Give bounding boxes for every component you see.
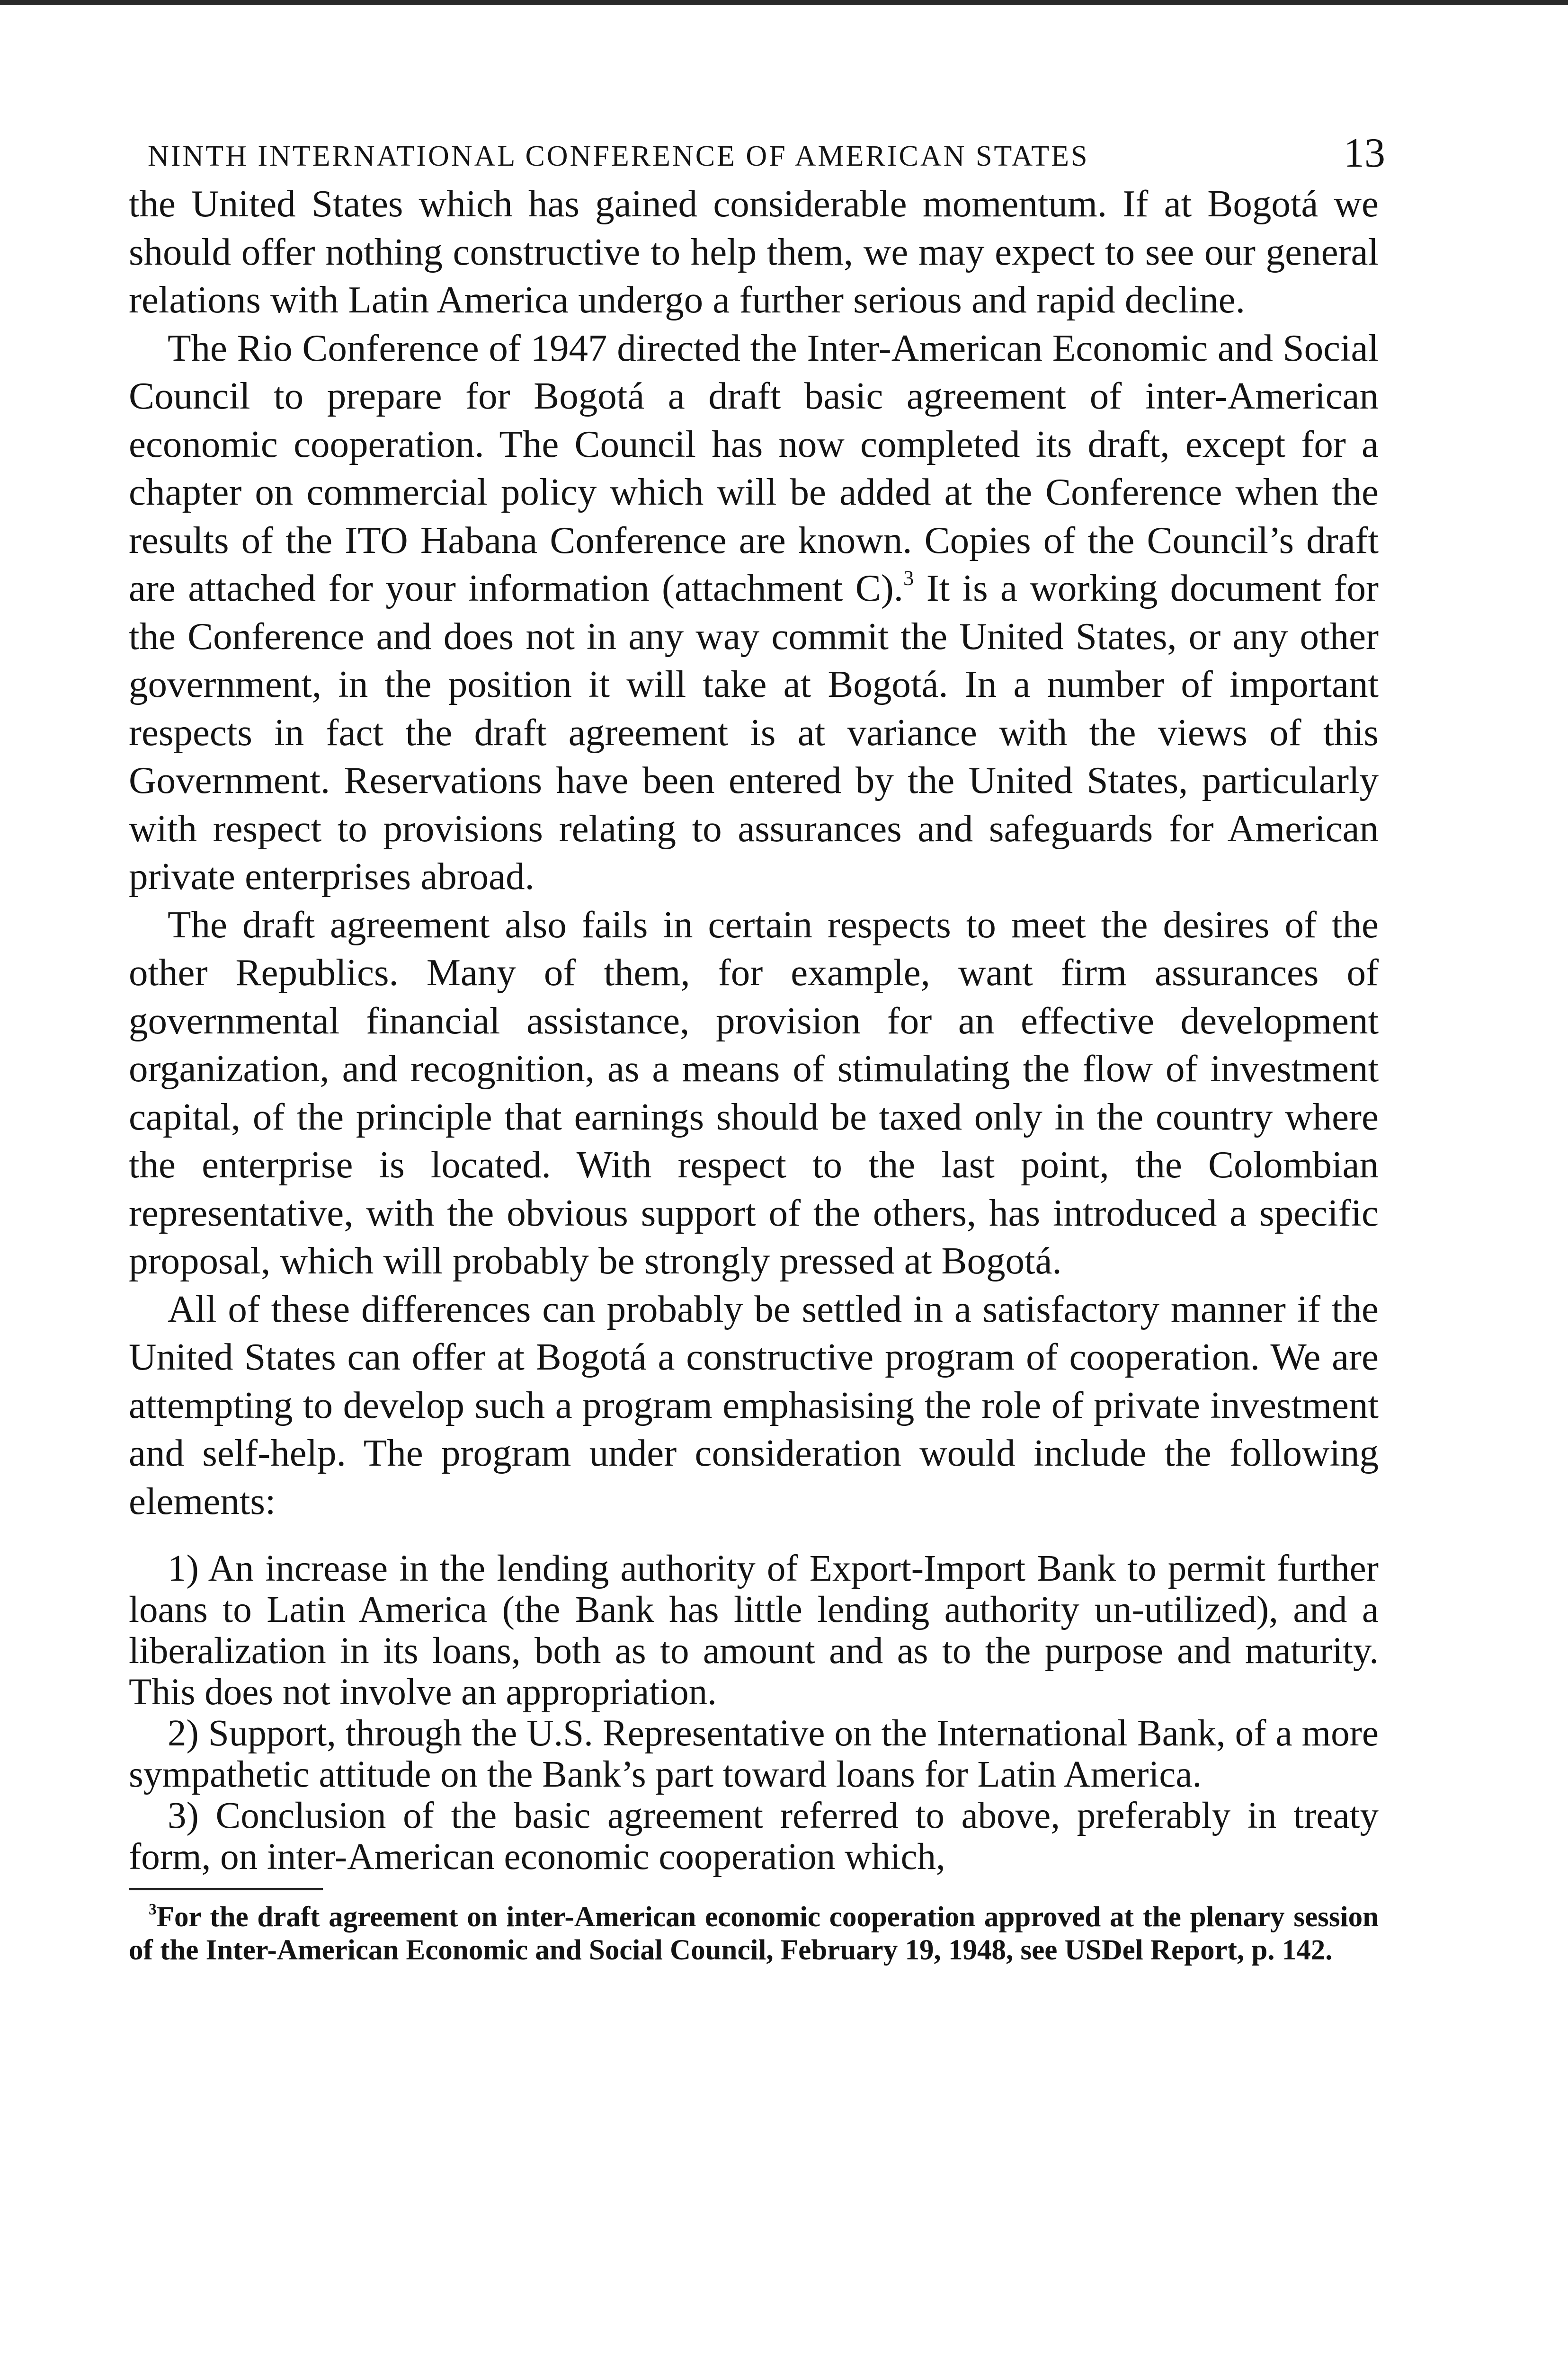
book-page bbox=[129, 130, 1385, 1967]
footnote-reference: 3 bbox=[903, 566, 914, 590]
paragraph-3: The draft agreement also fails in certain respects to meet the desires of the other Republics. Many of them, for example, want firm assurances of governmental financial assistance, provision for an effective development organization, and recognition, as a means of stimulating the flow of investment capital, of the principle that earnings should be taxed only in the country where the enterprise is located. With respect to the last point, the Colombian representative, with the obvious support of the others, has introduced a specific proposal, which will probably be strongly pressed at Bogotá. bbox=[129, 903, 1379, 1282]
footnote-marker: 3 bbox=[149, 1900, 157, 1918]
paragraph-2-part-a: The Rio Conference of 1947 directed the Inter-American Economic and Social Council to prepare for Bogotá a draft basic agreement of inter-American economic cooperation. The Council has now completed its draft, except for a chapter on commercial policy which will be added at the Conference when the results of the ITO Habana Conference are known. Copies of the Council’s draft are attached for your information (attachment C). bbox=[129, 326, 1379, 609]
paragraph-1: the United States which has gained considerable momentum. If at Bogotá we should offer nothing constructive to help them, we may expect to see our general relations with Latin America undergo a further serious and rapid decline. bbox=[129, 182, 1379, 321]
list-item: 1) An increase in the lending authority of Export-Import Bank to permit further loans to Latin America (the Bank has little lending authority un-utilized), and a liberalization in its loans, both as to amount and as to the purpose and maturity. This does not involve an appropriation. bbox=[129, 1548, 1379, 1713]
paragraph-2-part-b: It is a working document for the Conference and does not in any way commit the United States, or any other government, in the position it will take at Bogotá. In a number of important respects in fact the draft agreement is at variance with the views of this Government. Reservations have been entered by the United States, particularly with respect to provisions relating to assurances and safeguards for American private enterprises abroad. bbox=[129, 567, 1379, 898]
footnote-divider bbox=[129, 1888, 323, 1890]
page-number: 13 bbox=[1344, 130, 1385, 176]
program-elements-list bbox=[129, 1548, 1379, 1878]
running-title: NINTH INTERNATIONAL CONFERENCE OF AMERICAN STATES bbox=[148, 140, 1089, 172]
footnote bbox=[129, 1901, 1379, 1967]
paragraph-4: All of these differences can probably be settled in a satisfactory manner if the United States can offer at Bogotá a constructive program of cooperation. We are attempting to develop such a program emphasising the role of private investment and self-help. The program under consideration would include the following elements: bbox=[129, 1287, 1379, 1522]
page-top-border bbox=[0, 0, 1568, 5]
list-item: 2) Support, through the U.S. Representative on the International Bank, of a more sympathetic attitude on the Bank’s part toward loans for Latin America. bbox=[129, 1713, 1379, 1795]
paragraph-2 bbox=[129, 324, 1379, 901]
running-header bbox=[129, 130, 1385, 180]
list-item: 3) Conclusion of the basic agreement referred to above, preferably in treaty form, on inter-American economic cooperation which, bbox=[129, 1795, 1379, 1878]
footnote-text: For the draft agreement on inter-American economic cooperation approved at the plenary session of the Inter-American Economic and Social Council, February 19, 1948, see USDel Report, p. 142. bbox=[129, 1901, 1379, 1966]
body-text bbox=[129, 180, 1379, 1525]
